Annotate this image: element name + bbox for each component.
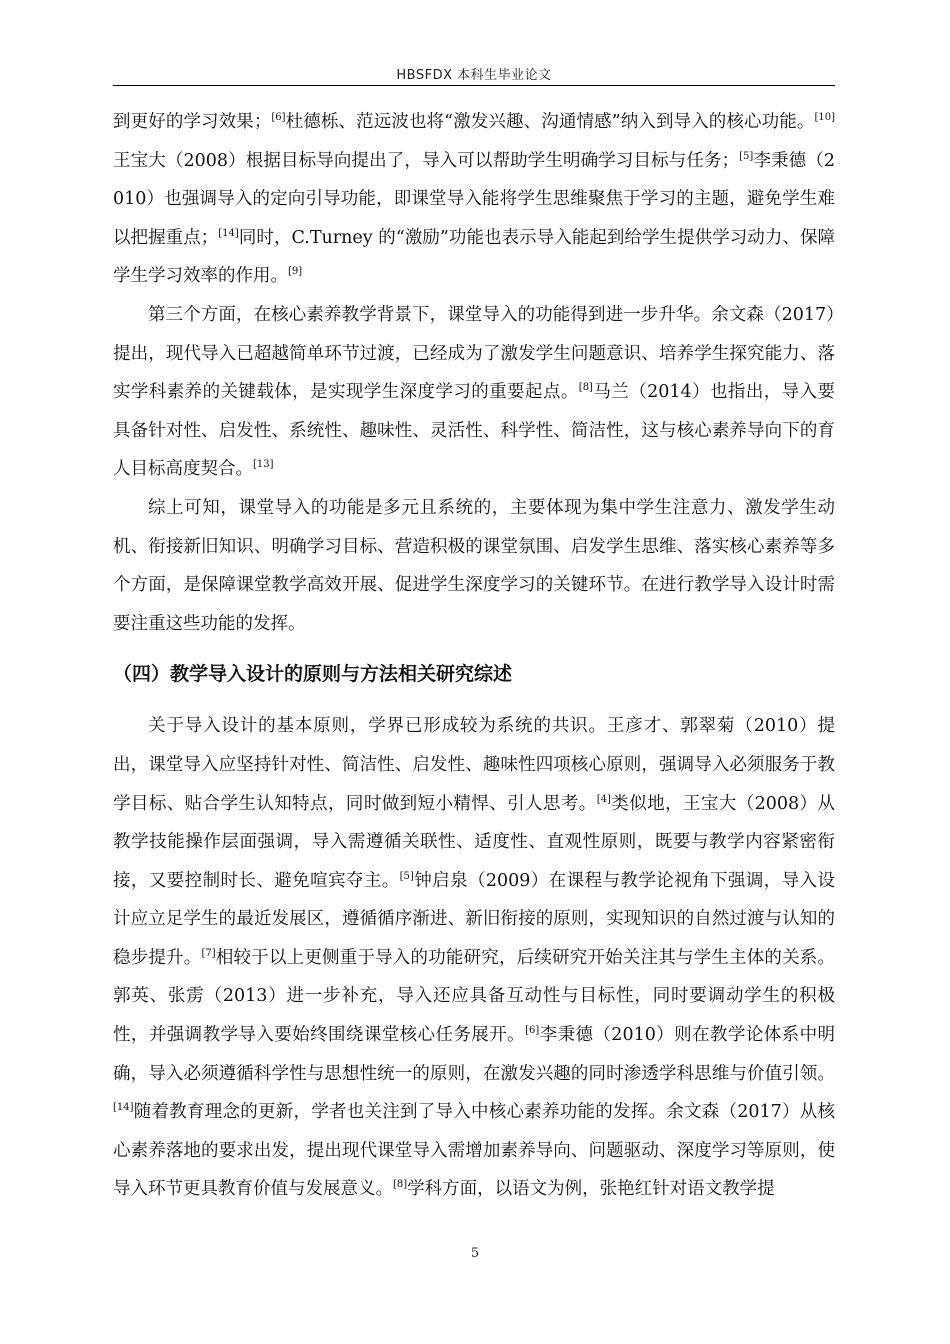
citation-ref: [5]	[739, 150, 754, 162]
page-number: 5	[470, 1246, 480, 1261]
citation-ref: [6]	[271, 112, 286, 123]
header-rule	[113, 85, 835, 86]
page-header: HBSFDX 本科生毕业论文	[396, 68, 552, 83]
citation-ref: [5]	[399, 870, 414, 882]
paragraph-text: 关于导入设计的基本原则，学界已形成较为系统的共识。王彦才、郭翠菊（2010）提出，课堂导入应坚持针对性、简洁性、启发性、趣味性四项核心原则，强调导入必须服务于教学目标、贴合学生认知特点，同时做到短小精悍、引人思考。	[113, 716, 835, 814]
paragraph-text: 同时，C.Turney 的“激励”功能也表示导入能起到给学生提供学习动力、保障学生学习效率的作用。	[113, 227, 836, 287]
citation-ref: [14]	[218, 227, 239, 239]
citation-ref: [8]	[393, 1179, 408, 1191]
citation-ref: [4]	[596, 793, 611, 805]
paragraph-text: 杜德栎、范远波也将“激发兴趣、沟通情感”纳入到导入的核心功能。	[285, 112, 815, 132]
page-body	[113, 103, 835, 1209]
citation-ref: [8]	[578, 382, 593, 394]
paragraph-text: 随着教育理念的更新，学者也关注到了导入中核心素养功能的发挥。余文森（2017）从核心素养落地的要求出发，提出现代课堂导入需增加素养导向、问题驱动、深度学习等原则，使导入环节更具教育价值与发展意义。	[113, 1102, 835, 1200]
paragraph-text: 相较于以上更侧重于导入的功能研究，后续研究开始关注其与学生主体的关系。郭英、张雳（2013）进一步补充，导入还应具备互动性与目标性，同时要调动学生的积极性，并强调教学导入要始终围绕课堂核心任务展开。	[113, 947, 836, 1046]
body-paragraph	[113, 489, 835, 643]
paragraph-text: 马兰（2014）也指出，导入要具备针对性、启发性、系统性、趣味性、灵活性、科学性、简洁性，这与核心素养导向下的育人目标高度契合。	[113, 382, 835, 480]
citation-ref: [9]	[288, 266, 303, 278]
paragraph-text: 学科方面，以语文为例，张艳红针对语文教学提	[407, 1179, 775, 1200]
citation-ref: [13]	[253, 459, 274, 471]
paragraph-text: 王宝大（2008）根据目标导向提出了，导入可以帮助学生明确学习目标与任务；	[113, 150, 740, 171]
body-paragraph	[113, 103, 835, 296]
section-heading: （四）教学导入设计的原则与方法相关研究综述	[113, 663, 513, 686]
body-paragraph	[113, 296, 835, 489]
citation-ref: [14]	[113, 1102, 134, 1114]
paragraph-text: 类似地，王宝大（2008）从教学技能操作层面强调，导入需遵循关联性、适度性、直观性原则，既要与教学内容紧密衔接，又要控制时长、避免喧宾夺主。	[113, 793, 835, 891]
paragraph-text: 第三个方面，在核心素养教学背景下，课堂导入的功能得到进一步升华。余文森（2017）提出，现代导入已超越简单环节过渡，已经成为了激发学生问题意识、培养学生探究能力、落实学科素养的关键载体，是实现学生深度学习的重要起点。	[113, 304, 835, 403]
paragraph-text: 李秉德（2010）也强调导入的定向引导功能，即课堂导入能将学生思维聚焦于学习的主题，避免学生难以把握重点；	[113, 150, 835, 248]
paragraph-text: 到更好的学习效果；	[113, 112, 272, 132]
citation-ref: [6]	[525, 1025, 540, 1037]
paragraph-text: 综上可知，课堂导入的功能是多元且系统的，主要体现为集中学生注意力、激发学生动机、衔接新旧知识、明确学习目标、营造积极的课堂氛围、启发学生思维、落实核心素养等多个方面，是保障课堂教学高效开展、促进学生深度学习的关键环节。在进行教学导入设计时需要注重这些功能的发挥。	[113, 497, 835, 634]
citation-ref: [10]	[814, 112, 835, 123]
citation-ref: [7]	[201, 947, 216, 959]
paragraph-text: 钟启泉（2009）在课程与教学论视角下强调，导入设计应立足学生的最近发展区，遵循循序渐进、新旧衔接的原则，实现知识的自然过渡与认知的稳步提升。	[113, 870, 835, 968]
paragraph-text: 李秉德（2010）则在教学论体系中明确，导入必须遵循科学性与思想性统一的原则，在激发兴趣的同时渗透学科思维与价值引领。	[113, 1025, 835, 1084]
body-paragraph	[113, 707, 835, 1209]
